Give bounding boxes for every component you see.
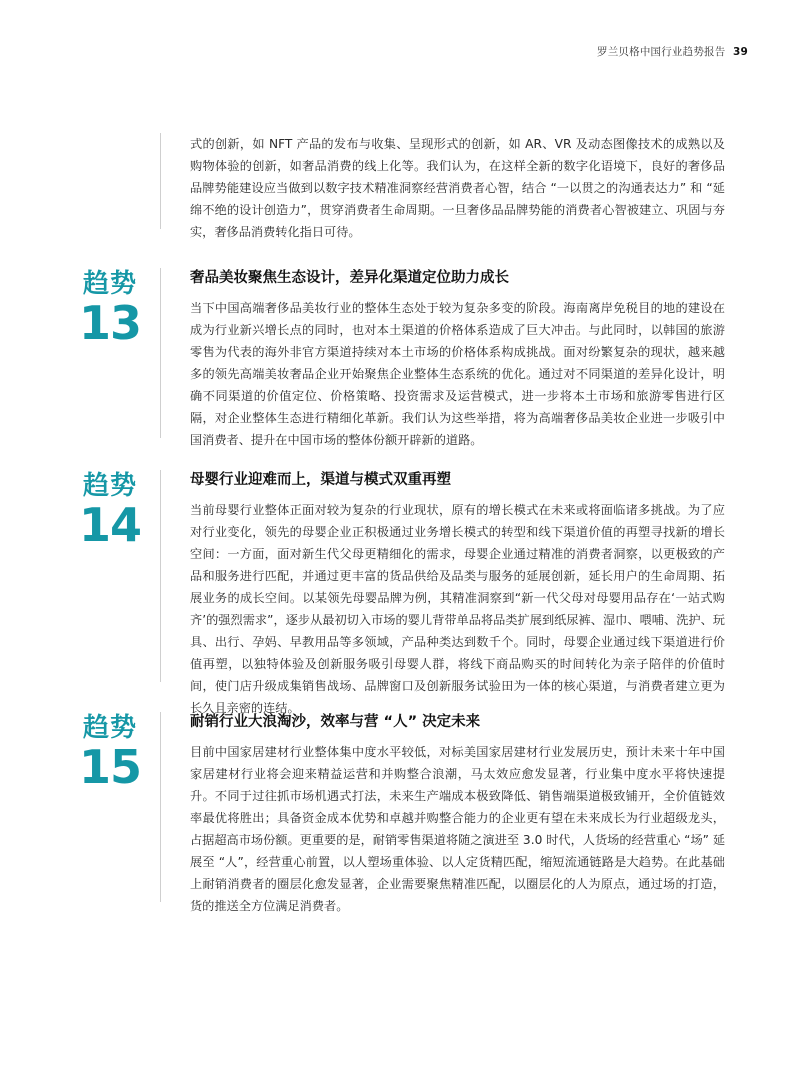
trend-14-title: 母婴行业迎难而上，渠道与模式双重再塑 — [190, 472, 451, 488]
page-number: 39 — [732, 46, 748, 58]
trend-15-body: 目前中国家居建材行业整体集中度水平较低，对标美国家居建材行业发展历史，预计未来十年中国家居建材行业将会迎来精益运营和并购整合浪潮，马太效应愈发显著，行业集中度水平将快速提升。不同于过往抓市场机遇式打法，未来生产端成本极致降低、销售端渠道极致铺开，全价值链效率最优将胜出；具备资金成本优势和卓越并购整合能力的企业更有望在未来成长为行业超级龙头，占据超高市场份额。更重要的是，耐销零售渠道将随之演进至 3.0 时代，人货场的经营重心 “场” 延展至 “人”，经营重心前置，以人塑场重体验、以人定货精匹配，缩短流通链路是大趋势。在此基础上耐销消费者的圈层化愈发显著，企业需要聚焦精准匹配，以圈层化的人为原点，通过场的打造，货的推送全方位满足消费者。 — [190, 745, 726, 913]
trend-13-title: 奢品美妆聚焦生态设计，差异化渠道定位助力成长 — [190, 270, 509, 286]
trend-15-title: 耐销行业大浪淘沙，效率与营 “人” 决定未来 — [190, 714, 481, 730]
trend-number: 15 — [78, 740, 141, 794]
trend-15-label — [74, 712, 146, 792]
trend-13-divider — [160, 268, 161, 438]
trend-number: 14 — [78, 498, 141, 552]
trend-14-label — [74, 470, 146, 550]
trend-number: 13 — [78, 296, 141, 350]
trend-13-section — [190, 268, 725, 451]
trend-13-label — [74, 268, 146, 348]
trend-14-section — [190, 470, 725, 719]
trend-word: 趋势 — [82, 269, 137, 299]
report-title: 罗兰贝格中国行业趋势报告 — [597, 46, 726, 58]
trend-15-section — [190, 712, 725, 917]
trend-14-divider — [160, 470, 161, 682]
trend-word: 趋势 — [82, 471, 137, 501]
trend-13-body: 当下中国高端奢侈品美妆行业的整体生态处于较为复杂多变的阶段。海南离岸免税目的地的建设在成为行业新兴增长点的同时，也对本土渠道的价格体系造成了巨大冲击。与此同时，以韩国的旅游零售为代表的海外非官方渠道持续对本土市场的价格体系构成挑战。面对纷繁复杂的现状，越来越多的领先高端美妆奢品企业开始聚焦企业整体生态系统的优化。通过对不同渠道的差异化设计，明确不同渠道的价值定位、价格策略、投资需求及运营模式，进一步将本土市场和旅游零售进行区隔，对企业整体生态进行精细化革新。我们认为这些举措，将为高端奢侈品美妆企业进一步吸引中国消费者、提升在中国市场的整体份额开辟新的道路。 — [190, 301, 725, 447]
trend-15-divider — [160, 712, 161, 902]
trend-word: 趋势 — [82, 713, 137, 743]
trend-14-body: 当前母婴行业整体正面对较为复杂的行业现状，原有的增长模式在未来或将面临诸多挑战。为了应对行业变化，领先的母婴企业正积极通过业务增长模式的转型和线下渠道价值的再塑寻找新的增长空间：一方面，面对新生代父母更精细化的需求，母婴企业通过精准的消费者洞察，以更极致的产品和服务进行匹配，并通过更丰富的货品供给及品类与服务的延展创新，延长用户的生命周期、拓展业务的成长空间。以某领先母婴品牌为例，其精准洞察到“新一代父母对母婴用品存在‘一站式购齐’的强烈需求”，逐步从最初切入市场的婴儿背带单品将品类扩展到纸尿裤、湿巾、喂哺、洗护、玩具、出行、孕妈、早教用品等多领域，产品种类达到数千个。同时，母婴企业通过线下渠道进行价值再塑，以独特体验及创新服务吸引母婴人群，将线下商品购买的时间转化为亲子陪伴的价值时间，使门店升级成集销售战场、品牌窗口及创新服务试验田为一体的核心渠道，与消费者建立更为长久且亲密的连结。 — [190, 503, 725, 715]
intro-divider — [160, 133, 161, 229]
page-header — [597, 44, 748, 59]
intro-paragraph: 式的创新，如 NFT 产品的发布与收集、呈现形式的创新，如 AR、VR 及动态图像技术的成熟以及购物体验的创新，如奢品消费的线上化等。我们认为，在这样全新的数字化语境下，良好的奢侈品品牌势能建设应当做到以数字技术精准洞察经营消费者心智，结合 “一以贯之的沟通表达力” 和 “延绵不绝的设计创造力”，贯穿消费者生命周期。一旦奢侈品品牌势能的消费者心智被建立、巩固与夯实，奢侈品消费转化指日可待。 — [190, 137, 725, 239]
